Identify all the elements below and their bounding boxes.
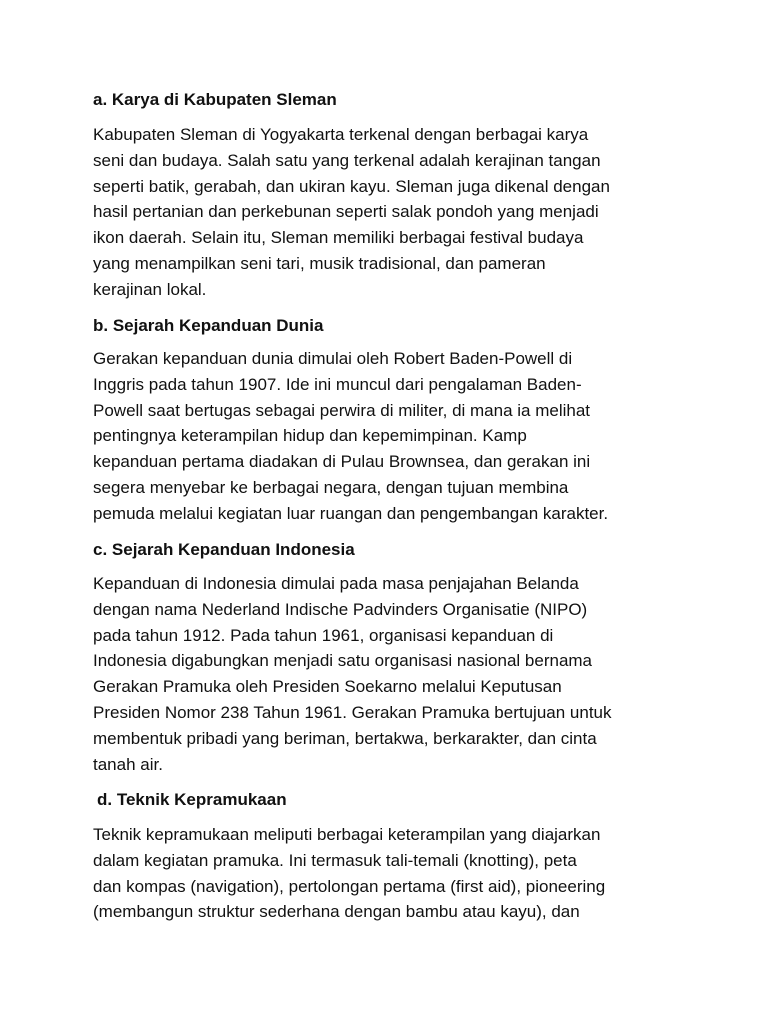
paragraph-line: Teknik kepramukaan meliputi berbagai keterampilan yang diajarkan <box>93 825 601 844</box>
section-heading: d. Teknik Kepramukaan <box>97 790 287 809</box>
paragraph-line: Kabupaten Sleman di Yogyakarta terkenal dengan berbagai karya <box>93 125 589 144</box>
paragraph-line: Gerakan Pramuka oleh Presiden Soekarno melalui Keputusan <box>93 677 562 697</box>
paragraph-line: ikon daerah. Selain itu, Sleman memiliki berbagai festival budaya <box>93 228 584 248</box>
section-paragraph <box>93 571 612 777</box>
section-c <box>93 537 683 563</box>
section-heading: c. Sejarah Kepanduan Indonesia <box>93 540 355 559</box>
paragraph-line: kepanduan pertama diadakan di Pulau Brownsea, dan gerakan ini <box>93 452 591 472</box>
paragraph-line: hasil pertanian dan perkebunan seperti salak pondoh yang menjadi <box>93 202 599 222</box>
section-heading: a. Karya di Kabupaten Sleman <box>93 90 337 109</box>
section-b <box>93 313 683 339</box>
section-paragraph <box>93 122 610 303</box>
paragraph-line: dan kompas (navigation), pertolongan pertama (first aid), pioneering <box>93 876 606 896</box>
paragraph-line: Presiden Nomor 238 Tahun 1961. Gerakan Pramuka bertujuan untuk <box>93 702 612 722</box>
section-heading: b. Sejarah Kepanduan Dunia <box>93 316 324 335</box>
paragraph-line: yang menampilkan seni tari, musik tradisional, dan pameran <box>93 253 546 273</box>
paragraph-line: (membangun struktur sederhana dengan bambu atau kayu), dan <box>93 902 580 922</box>
paragraph-line: Indonesia digabungkan menjadi satu organisasi nasional bernama <box>93 651 593 671</box>
paragraph-line: Inggris pada tahun 1907. Ide ini muncul dari pengalaman Baden- <box>93 374 582 394</box>
paragraph-line: Powell saat bertugas sebagai perwira di militer, di mana ia melihat <box>93 400 591 420</box>
paragraph-line: Gerakan kepanduan dunia dimulai oleh Robert Baden-Powell di <box>93 349 573 368</box>
paragraph-line: tanah air. <box>93 754 163 774</box>
section-d <box>93 787 683 813</box>
paragraph-line: pemuda melalui kegiatan luar ruangan dan pengembangan karakter. <box>93 503 609 523</box>
paragraph-line: membentuk pribadi yang beriman, bertakwa, berkarakter, dan cinta <box>93 728 597 748</box>
section-paragraph <box>93 346 608 527</box>
paragraph-line: dengan nama Nederland Indische Padvinders Organisatie (NIPO) <box>93 599 588 619</box>
paragraph-line: pentingnya keterampilan hidup dan kepemimpinan. Kamp <box>93 426 527 446</box>
paragraph-line: seni dan budaya. Salah satu yang terkenal adalah kerajinan tangan <box>93 150 601 170</box>
paragraph-line: pada tahun 1912. Pada tahun 1961, organisasi kepanduan di <box>93 625 554 645</box>
paragraph-line: kerajinan lokal. <box>93 279 207 299</box>
section-paragraph <box>93 822 605 925</box>
paragraph-line: Kepanduan di Indonesia dimulai pada masa penjajahan Belanda <box>93 574 579 593</box>
section-a <box>93 87 683 113</box>
paragraph-line: seperti batik, gerabah, dan ukiran kayu. Sleman juga dikenal dengan <box>93 176 610 196</box>
paragraph-line: dalam kegiatan pramuka. Ini termasuk tali-temali (knotting), peta <box>93 850 577 870</box>
paragraph-line: segera menyebar ke berbagai negara, dengan tujuan membina <box>93 477 569 497</box>
